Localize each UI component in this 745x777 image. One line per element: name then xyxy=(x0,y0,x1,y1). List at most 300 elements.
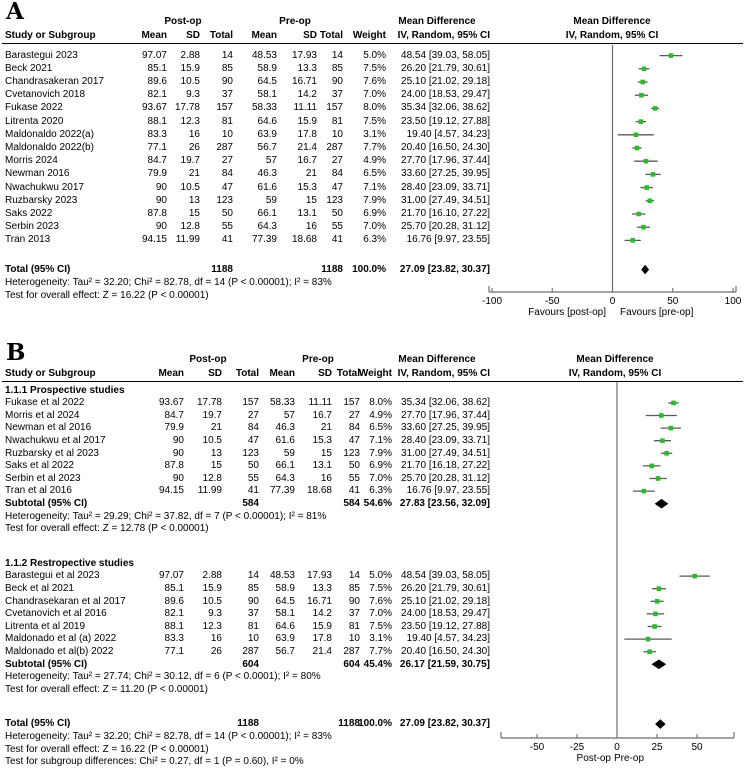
column-header-weight: Weight xyxy=(358,368,392,379)
cell-mean1: 89.6 xyxy=(147,75,167,87)
cell-ci: 27.09 [23.82, 30.37] xyxy=(399,718,490,730)
panel-b-label: B xyxy=(6,339,26,366)
study-name: Serbin 2023 xyxy=(5,221,59,233)
cell-ci: 27.09 [23.82, 30.37] xyxy=(399,263,490,275)
cell-weight: 7.7% xyxy=(369,645,392,657)
cell-sd1: 9.3 xyxy=(208,608,222,620)
effect-marker xyxy=(649,464,654,469)
cell-ci: 23.50 [19.12, 27.88] xyxy=(401,115,490,127)
cell-mean2: 64.3 xyxy=(275,472,295,484)
cell-sd1: 13 xyxy=(188,194,200,206)
preop-group-header: Pre-op xyxy=(279,16,311,27)
cell-sd1: 10.5 xyxy=(180,75,200,87)
cell-weight: 45.4% xyxy=(363,658,392,670)
study-name: Nwachukwu 2017 xyxy=(5,181,84,193)
study-name: Newman et al 2016 xyxy=(5,422,92,434)
mean-difference-header: Mean Difference xyxy=(398,354,476,365)
cell-ci: 25.70 [20.28, 31.12] xyxy=(401,472,490,484)
cell-mean1: 84.7 xyxy=(147,155,167,167)
cell-mean1: 90 xyxy=(172,472,184,484)
cell-total2: 14 xyxy=(331,49,343,61)
subgroup-title: 1.1.2 Restropective studies xyxy=(5,557,134,569)
cell-mean2: 58.33 xyxy=(251,102,277,114)
cell-total1: 41 xyxy=(247,485,259,497)
cell-sd1: 10.5 xyxy=(202,434,222,446)
cell-mean2: 48.53 xyxy=(251,49,277,61)
pooled-diamond xyxy=(652,660,667,670)
cell-total1: 604 xyxy=(242,658,259,670)
cell-sd1: 17.78 xyxy=(196,397,222,409)
cell-weight: 7.0% xyxy=(369,472,392,484)
cell-total1: 37 xyxy=(247,608,259,620)
cell-sd1: 10.5 xyxy=(202,595,222,607)
stats-text: Test for overall effect: Z = 12.78 (P < 0.00001) xyxy=(5,523,209,535)
cell-mean1: 97.07 xyxy=(141,49,167,61)
cell-sd2: 17.8 xyxy=(312,633,332,645)
column-header-mean1: Mean xyxy=(158,368,184,379)
cell-weight: 3.1% xyxy=(369,633,392,645)
panel-a-label: A xyxy=(6,0,24,25)
cell-mean2: 48.53 xyxy=(269,570,295,582)
effect-marker xyxy=(648,199,653,204)
cell-total1: 1188 xyxy=(237,718,259,730)
cell-mean1: 77.1 xyxy=(164,645,184,657)
cell-total2: 27 xyxy=(331,155,343,167)
effect-marker xyxy=(656,476,661,481)
cell-ci: 21.70 [16.18, 27.22] xyxy=(401,460,490,472)
tick-label: -50 xyxy=(529,742,545,753)
cell-sd2: 15.9 xyxy=(297,115,317,127)
cell-weight: 7.0% xyxy=(363,221,386,233)
cell-sd1: 26 xyxy=(188,141,200,153)
effect-marker xyxy=(692,574,697,579)
cell-mean1: 79.9 xyxy=(147,168,167,180)
cell-mean2: 64.5 xyxy=(257,75,277,87)
postop-group-header: Post-op xyxy=(164,16,202,27)
cell-sd2: 11.11 xyxy=(293,102,317,114)
study-name: Morris 2024 xyxy=(5,155,58,167)
cell-mean2: 58.1 xyxy=(275,608,295,620)
cell-total2: 14 xyxy=(348,570,360,582)
cell-ci: 19.40 [4.57, 34.23] xyxy=(406,633,490,645)
cell-total1: 10 xyxy=(221,128,233,140)
cell-sd2: 16.7 xyxy=(297,155,317,167)
cell-ci: 28.40 [23.09, 33.71] xyxy=(401,434,490,446)
cell-weight: 5.0% xyxy=(369,570,392,582)
cell-ci: 27.83 [23.56, 32.09] xyxy=(399,497,490,509)
cell-sd1: 12.3 xyxy=(180,115,200,127)
cell-mean2: 64.5 xyxy=(275,595,295,607)
cell-weight: 7.5% xyxy=(363,115,386,127)
cell-total2: 90 xyxy=(331,75,343,87)
effect-marker xyxy=(653,106,658,111)
cell-sd2: 16 xyxy=(320,472,332,484)
study-name: Litrenta et al 2019 xyxy=(5,620,86,632)
cell-mean2: 57 xyxy=(283,409,295,421)
cell-total1: 55 xyxy=(247,472,259,484)
cell-total2: 84 xyxy=(331,168,343,180)
cell-sd2: 15.3 xyxy=(297,181,317,193)
tick-label: 25 xyxy=(651,742,663,753)
study-name: Maldonado et al(b) 2022 xyxy=(5,645,114,657)
cell-mean1: 87.8 xyxy=(147,207,167,219)
cell-sd1: 19.7 xyxy=(180,155,200,167)
cell-ci: 33.60 [27.25, 39.95] xyxy=(401,422,490,434)
cell-total2: 157 xyxy=(343,397,360,409)
cell-mean1: 93.67 xyxy=(141,102,167,114)
cell-sd2: 14.2 xyxy=(297,89,317,101)
cell-total2: 50 xyxy=(348,460,360,472)
cell-sd2: 21 xyxy=(305,168,317,180)
cell-mean2: 58.33 xyxy=(269,397,295,409)
cell-total2: 55 xyxy=(331,221,343,233)
cell-weight: 3.1% xyxy=(363,128,386,140)
preop-group-header: Pre-op xyxy=(302,354,334,365)
cell-mean1: 83.3 xyxy=(147,128,167,140)
cell-mean2: 77.39 xyxy=(251,234,277,246)
cell-total2: 27 xyxy=(348,409,360,421)
cell-total2: 37 xyxy=(348,608,360,620)
cell-ci: 27.70 [17.96, 37.44] xyxy=(401,155,490,167)
cell-total1: 85 xyxy=(221,62,233,74)
cell-ci: 16.76 [9.97, 23.55] xyxy=(406,485,490,497)
effect-marker xyxy=(644,185,649,190)
effect-marker xyxy=(644,159,649,164)
cell-total2: 41 xyxy=(348,485,360,497)
cell-sd1: 16 xyxy=(188,128,200,140)
cell-weight: 7.6% xyxy=(369,595,392,607)
cell-sd2: 17.93 xyxy=(306,570,332,582)
cell-mean2: 61.6 xyxy=(257,181,277,193)
mean-difference-plot-header: Mean Difference xyxy=(576,354,654,365)
cell-total2: 157 xyxy=(326,102,343,114)
effect-marker xyxy=(671,401,676,406)
cell-mean1: 89.6 xyxy=(164,595,184,607)
cell-ci: 31.00 [27.49, 34.51] xyxy=(401,447,490,459)
study-name: Morris et al 2024 xyxy=(5,409,80,421)
cell-total2: 1188 xyxy=(338,718,360,730)
cell-mean1: 88.1 xyxy=(147,115,167,127)
cell-weight: 6.9% xyxy=(363,207,386,219)
cell-ci: 33.60 [27.25, 39.95] xyxy=(401,168,490,180)
cell-total2: 85 xyxy=(331,62,343,74)
study-name: Cvetanovich 2018 xyxy=(5,89,86,101)
study-name: Newman 2016 xyxy=(5,168,70,180)
cell-total2: 81 xyxy=(348,620,360,632)
cell-sd2: 16.7 xyxy=(312,409,332,421)
stats-text: Test for overall effect: Z = 16.22 (P < 0.00001) xyxy=(5,289,209,301)
study-name: Chandrasakeran 2017 xyxy=(5,75,104,87)
cell-ci: 20.40 [16.50, 24.30] xyxy=(401,141,490,153)
cell-mean2: 63.9 xyxy=(257,128,277,140)
cell-mean1: 90 xyxy=(172,434,184,446)
cell-mean1: 82.1 xyxy=(147,89,167,101)
cell-total2: 90 xyxy=(348,595,360,607)
cell-sd1: 12.3 xyxy=(202,620,222,632)
cell-sd2: 16.71 xyxy=(291,75,317,87)
cell-total1: 84 xyxy=(221,168,233,180)
cell-total1: 81 xyxy=(221,115,233,127)
column-header-total1: Total xyxy=(209,30,233,41)
effect-marker xyxy=(630,238,635,243)
cell-mean2: 66.1 xyxy=(275,460,295,472)
cell-sd2: 21 xyxy=(320,422,332,434)
cell-mean1: 88.1 xyxy=(164,620,184,632)
cell-weight: 6.5% xyxy=(363,168,386,180)
cell-total1: 84 xyxy=(247,422,259,434)
cell-total2: 604 xyxy=(343,658,360,670)
effect-marker xyxy=(646,637,651,642)
cell-sd1: 12.8 xyxy=(202,472,222,484)
cell-ci: 20.40 [16.50, 24.30] xyxy=(401,645,490,657)
study-name: Nwachukwu et al 2017 xyxy=(5,434,106,446)
cell-sd1: 16 xyxy=(210,633,222,645)
effect-marker xyxy=(639,119,644,124)
cell-sd1: 15 xyxy=(188,207,200,219)
cell-weight: 54.6% xyxy=(363,497,392,509)
cell-total2: 10 xyxy=(348,633,360,645)
cell-total1: 50 xyxy=(247,460,259,472)
cell-ci: 23.50 [19.12, 27.88] xyxy=(401,620,490,632)
cell-sd1: 21 xyxy=(210,422,222,434)
study-name: Barastegui 2023 xyxy=(5,49,78,61)
cell-total1: 287 xyxy=(216,141,233,153)
cell-ci: 48.54 [39.03, 58.05] xyxy=(401,570,490,582)
cell-total2: 47 xyxy=(331,181,343,193)
cell-total1: 81 xyxy=(247,620,259,632)
cell-total1: 123 xyxy=(242,447,259,459)
cell-total1: 90 xyxy=(221,75,233,87)
cell-weight: 7.1% xyxy=(363,181,386,193)
cell-sd2: 17.93 xyxy=(291,49,317,61)
cell-sd2: 15 xyxy=(305,194,317,206)
cell-sd1: 19.7 xyxy=(202,409,222,421)
study-name: Ruzbarsky 2023 xyxy=(5,194,78,206)
study-name: Beck et al 2021 xyxy=(5,582,74,594)
column-header-total2: Total xyxy=(319,30,343,41)
tick-label: 100 xyxy=(724,296,742,307)
cell-mean2: 61.6 xyxy=(275,434,295,446)
cell-weight: 6.9% xyxy=(369,460,392,472)
cell-ci: 28.40 [23.09, 33.71] xyxy=(401,181,490,193)
study-name: Fukase 2022 xyxy=(5,102,63,114)
effect-marker xyxy=(647,649,652,654)
cell-total1: 41 xyxy=(221,234,233,246)
effect-marker xyxy=(639,93,644,98)
cell-total1: 27 xyxy=(221,155,233,167)
pooled-diamond xyxy=(655,719,665,729)
cell-mean1: 77.1 xyxy=(147,141,167,153)
cell-sd2: 15.3 xyxy=(312,434,332,446)
study-name: Maldonado et al (a) 2022 xyxy=(5,633,117,645)
cell-mean2: 63.9 xyxy=(275,633,295,645)
subgroup-title: 1.1.1 Prospective studies xyxy=(5,384,125,396)
cell-weight: 7.0% xyxy=(363,89,386,101)
column-header-ci: IV, Random, 95% CI xyxy=(397,368,490,379)
stats-text: Heterogeneity: Tau² = 32.20; Chi² = 82.78, df = 14 (P < 0.00001); I² = 83% xyxy=(5,276,332,288)
cell-total1: 55 xyxy=(221,221,233,233)
tick-label: 50 xyxy=(691,742,703,753)
study-name: Tran et al 2016 xyxy=(5,485,72,497)
cell-weight: 5.0% xyxy=(363,49,386,61)
column-header-sd2: SD xyxy=(318,368,332,379)
cell-total1: 14 xyxy=(247,570,259,582)
effect-marker xyxy=(641,225,646,230)
cell-sd2: 13.3 xyxy=(312,582,332,594)
stats-text: Test for overall effect: Z = 16.22 (P < 0.00001) xyxy=(5,743,209,755)
stats-text: Test for overall effect: Z = 11.20 (P < 0.00001) xyxy=(5,683,208,695)
favours-right-label: Pre-op xyxy=(614,753,645,764)
study-name: Serbin et al 2023 xyxy=(5,472,81,484)
cell-mean2: 64.3 xyxy=(257,221,277,233)
cell-mean2: 59 xyxy=(283,447,295,459)
cell-mean1: 83.3 xyxy=(164,633,184,645)
cell-mean1: 85.1 xyxy=(147,62,167,74)
cell-mean1: 94.15 xyxy=(158,485,184,497)
cell-total2: 1188 xyxy=(321,263,343,275)
cell-ci: 35.34 [32.06, 38.62] xyxy=(401,397,490,409)
cell-total2: 55 xyxy=(348,472,360,484)
cell-mean1: 79.9 xyxy=(164,422,184,434)
cell-weight: 6.3% xyxy=(363,234,386,246)
study-name: Tran 2013 xyxy=(5,234,51,246)
cell-weight: 8.0% xyxy=(369,397,392,409)
cell-ci: 26.20 [21.79, 30.61] xyxy=(401,582,490,594)
cell-ci: 25.10 [21.02, 29.18] xyxy=(401,75,490,87)
cell-total2: 123 xyxy=(326,194,343,206)
effect-marker xyxy=(655,599,660,604)
column-header-sd1: SD xyxy=(208,368,222,379)
column-header-total1: Total xyxy=(235,368,259,379)
cell-sd1: 13 xyxy=(210,447,222,459)
column-header-ci: IV, Random, 95% CI xyxy=(397,30,490,41)
cell-sd1: 2.88 xyxy=(202,570,222,582)
cell-weight: 6.5% xyxy=(369,422,392,434)
cell-ci: 25.10 [21.02, 29.18] xyxy=(401,595,490,607)
effect-marker xyxy=(669,53,674,58)
cell-weight: 8.0% xyxy=(363,102,386,114)
cell-mean2: 64.6 xyxy=(275,620,295,632)
effect-marker xyxy=(636,212,641,217)
study-name: Barastegui et al 2023 xyxy=(5,570,100,582)
column-header-mean2: Mean xyxy=(269,368,295,379)
cell-total1: 90 xyxy=(247,595,259,607)
column-header-sd1: SD xyxy=(186,30,200,41)
cell-sd2: 14.2 xyxy=(312,608,332,620)
cell-total2: 47 xyxy=(348,434,360,446)
cell-total2: 81 xyxy=(331,115,343,127)
effect-marker xyxy=(635,146,640,151)
cell-ci: 26.20 [21.79, 30.61] xyxy=(401,62,490,74)
study-name: Beck 2021 xyxy=(5,62,53,74)
cell-sd1: 11.99 xyxy=(197,485,222,497)
cell-sd1: 11.99 xyxy=(175,234,200,246)
cell-ci: 21.70 [16.10, 27.22] xyxy=(401,207,490,219)
cell-ci: 25.70 [20.28, 31.12] xyxy=(401,221,490,233)
pooled-label: Subtotal (95% CI) xyxy=(5,658,88,670)
cell-sd1: 10.5 xyxy=(180,181,200,193)
cell-sd2: 13.1 xyxy=(312,460,332,472)
cell-ci: 35.34 [32.06, 38.62] xyxy=(401,102,490,114)
cell-sd2: 21.4 xyxy=(312,645,332,657)
cell-mean1: 94.15 xyxy=(141,234,167,246)
study-name: Ruzbarsky et al 2023 xyxy=(5,447,99,459)
cell-weight: 7.9% xyxy=(363,194,386,206)
tick-label: 0 xyxy=(614,742,620,753)
cell-weight: 6.3% xyxy=(369,485,392,497)
tick-label: -50 xyxy=(545,296,560,307)
cell-sd2: 16 xyxy=(305,221,317,233)
column-header-ci-plot: IV, Random, 95% CI xyxy=(568,368,662,379)
cell-mean1: 87.8 xyxy=(164,460,184,472)
tick-label: 0 xyxy=(609,296,616,307)
cell-sd1: 9.3 xyxy=(186,89,200,101)
favours-left-label: Post-op xyxy=(576,753,611,764)
cell-mean2: 58.9 xyxy=(257,62,277,74)
effect-marker xyxy=(657,586,662,591)
cell-ci: 16.76 [9.97, 23.55] xyxy=(406,234,490,246)
cell-ci: 24.00 [18.53, 29.47] xyxy=(401,608,490,620)
cell-sd2: 13.3 xyxy=(297,62,317,74)
cell-total1: 1188 xyxy=(211,263,233,275)
cell-mean1: 82.1 xyxy=(164,608,184,620)
cell-weight: 7.1% xyxy=(369,434,392,446)
effect-marker xyxy=(659,413,664,418)
column-header-mean2: Mean xyxy=(251,30,277,41)
cell-weight: 7.5% xyxy=(369,620,392,632)
cell-total1: 157 xyxy=(216,102,233,114)
study-name: Chandrasekaran et al 2017 xyxy=(5,595,126,607)
cell-total1: 123 xyxy=(216,194,233,206)
cell-mean1: 93.67 xyxy=(158,397,184,409)
cell-mean2: 58.1 xyxy=(257,89,277,101)
cell-total2: 10 xyxy=(331,128,343,140)
cell-mean2: 58.9 xyxy=(275,582,295,594)
cell-mean1: 90 xyxy=(155,181,167,193)
cell-total2: 287 xyxy=(343,645,360,657)
cell-sd1: 21 xyxy=(188,168,200,180)
cell-sd1: 15.9 xyxy=(202,582,222,594)
effect-marker xyxy=(642,489,647,494)
study-name: Litrenta 2020 xyxy=(5,115,64,127)
pooled-label: Total (95% CI) xyxy=(5,263,71,275)
cell-sd2: 15.9 xyxy=(312,620,332,632)
cell-total2: 287 xyxy=(326,141,343,153)
stats-text: Heterogeneity: Tau² = 29.29; Chi² = 37.82, df = 7 (P < 0.00001); I² = 81% xyxy=(5,510,327,522)
effect-marker xyxy=(642,67,647,72)
pooled-label: Subtotal (95% CI) xyxy=(5,497,88,509)
effect-marker xyxy=(640,80,645,85)
cell-mean2: 46.3 xyxy=(275,422,295,434)
study-name: Maldonaldo 2022(b) xyxy=(5,141,94,153)
favours-left-label: Favours [post-op] xyxy=(528,307,606,318)
favours-right-label: Favours [pre-op] xyxy=(620,307,694,318)
cell-mean2: 77.39 xyxy=(269,485,295,497)
cell-sd2: 13.1 xyxy=(297,207,317,219)
cell-sd1: 17.78 xyxy=(174,102,200,114)
stats-text: Heterogeneity: Tau² = 32.20; Chi² = 82.78, df = 14 (P < 0.00001); I² = 83% xyxy=(5,730,332,742)
cell-sd2: 16.71 xyxy=(306,595,332,607)
cell-weight: 7.5% xyxy=(363,62,386,74)
study-name: Maldonaldo 2022(a) xyxy=(5,128,94,140)
cell-mean1: 85.1 xyxy=(164,582,184,594)
effect-marker xyxy=(634,133,639,138)
postop-group-header: Post-op xyxy=(189,354,227,365)
cell-ci: 48.54 [39.03, 58.05] xyxy=(401,49,490,61)
cell-weight: 7.0% xyxy=(369,608,392,620)
cell-total1: 287 xyxy=(242,645,259,657)
cell-mean2: 56.7 xyxy=(257,141,277,153)
